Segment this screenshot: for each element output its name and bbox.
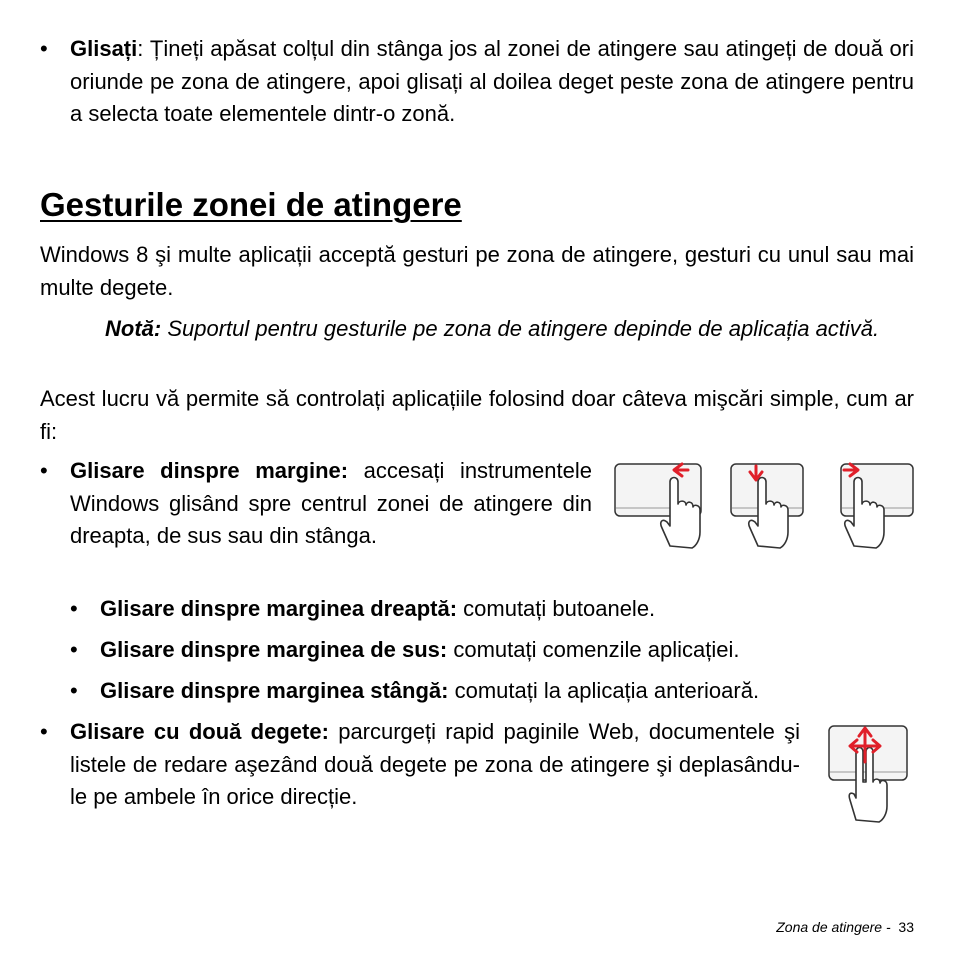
touchpad-swipe-from-right-icon	[612, 460, 704, 552]
bullet-marker: •	[40, 719, 48, 744]
sub-bullet-right-edge	[100, 593, 914, 626]
sub-bullet-term: Glisare dinspre marginea stângă:	[100, 678, 449, 703]
intro-paragraph: Windows 8 şi multe aplicații acceptă gesturi pe zona de atingere, gesturi cu unul sau mai multe degete.	[40, 242, 914, 300]
edge-swipe-term: Glisare dinspre margine:	[70, 458, 349, 483]
sub-bullet-term: Glisare dinspre marginea dreaptă:	[100, 596, 458, 621]
two-finger-term: Glisare cu două degete:	[70, 719, 329, 744]
page-number: 33	[898, 919, 914, 935]
glisati-paragraph	[70, 33, 914, 131]
sub-bullet-term: Glisare dinspre marginea de sus:	[100, 637, 448, 662]
sub-bullet-text: comutați comenzile aplicației.	[447, 637, 740, 662]
bullet-marker: •	[40, 458, 48, 483]
edge-swipe-text: accesați instrumentele Windows glisând spre centrul zonei de atingere din dreapta, de sus sau din stânga.	[70, 458, 593, 548]
bullet-marker: •	[70, 678, 78, 703]
bullet-marker: •	[70, 596, 78, 621]
two-finger-paragraph	[70, 716, 800, 814]
edge-swipe-paragraph	[70, 455, 592, 553]
touchpad-swipe-from-left-icon	[838, 460, 930, 552]
note-paragraph	[105, 313, 914, 346]
page-footer	[776, 918, 914, 936]
sub-bullet-left-edge	[100, 675, 914, 708]
intro2-paragraph: Acest lucru vă permite să controlați aplicațiile folosind doar câteva mişcări simple, cum ar fi:	[40, 386, 914, 444]
sub-bullet-top-edge	[100, 634, 914, 667]
note-text: Suportul pentru gesturile pe zona de atingere depinde de aplicația activă.	[161, 316, 880, 341]
footer-title: Zona de atingere -	[776, 919, 891, 935]
glisati-text: : Țineți apăsat colțul din stânga jos al zonei de atingere sau atingeți de două ori oriunde pe zona de atingere, apoi glisați al doilea deget peste zona de atingere pentru a selecta toate elementele dintr-o zonă.	[70, 36, 914, 126]
note-label: Notă:	[105, 316, 162, 341]
bullet-marker: •	[40, 36, 48, 61]
glisati-term: Glisați	[70, 36, 138, 61]
touchpad-two-finger-scroll-icon	[826, 722, 916, 826]
sub-bullet-text: comutați la aplicația anterioară.	[448, 678, 760, 703]
bullet-marker: •	[70, 637, 78, 662]
two-finger-text: parcurgeți rapid paginile Web, documentele şi listele de redare aşezând două degete pe zona de atingere şi deplasându-le pe ambele în orice direcție.	[70, 719, 801, 809]
touchpad-swipe-from-top-icon	[728, 460, 820, 552]
sub-bullet-text: comutați butoanele.	[457, 596, 656, 621]
section-heading: Gesturile zonei de atingere	[40, 186, 462, 223]
